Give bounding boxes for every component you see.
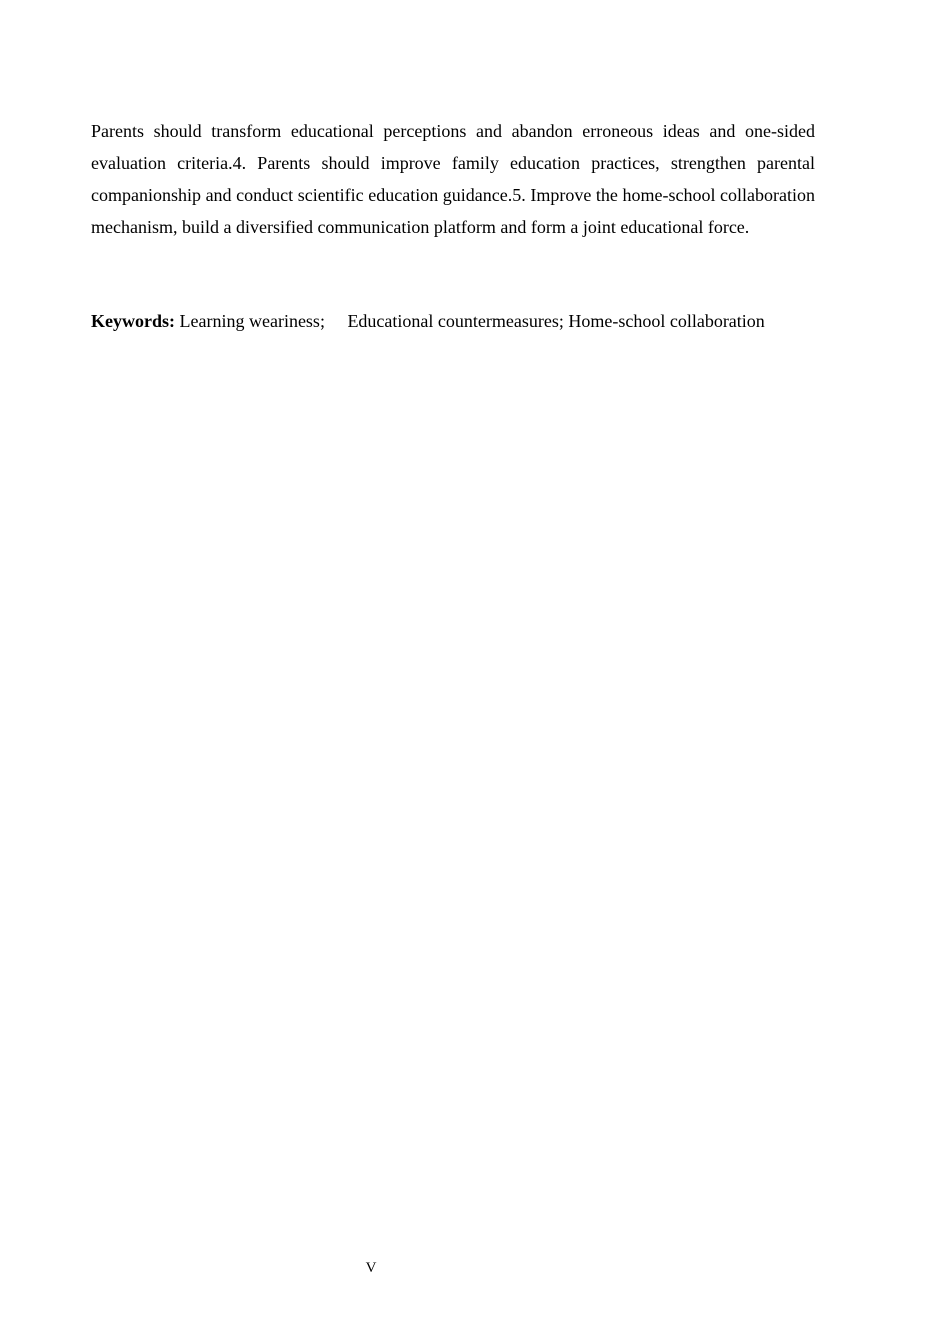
abstract-paragraph: Parents should transform educational perceptions and abandon erroneous ideas and one-sided evaluation criteria.4. Parents should improve family education practices, strengthen parental companionship and conduct scientific education guidance.5. Improve the home-school collaboration mechanism, build a diversified communication platform and form a joint educational force. xyxy=(91,121,815,237)
keywords-line xyxy=(91,305,815,337)
page-number: V xyxy=(365,1260,377,1276)
keywords-label: Keywords: xyxy=(91,311,175,331)
keywords-text: Learning weariness; Educational countermeasures; Home-school collaboration xyxy=(175,311,765,331)
